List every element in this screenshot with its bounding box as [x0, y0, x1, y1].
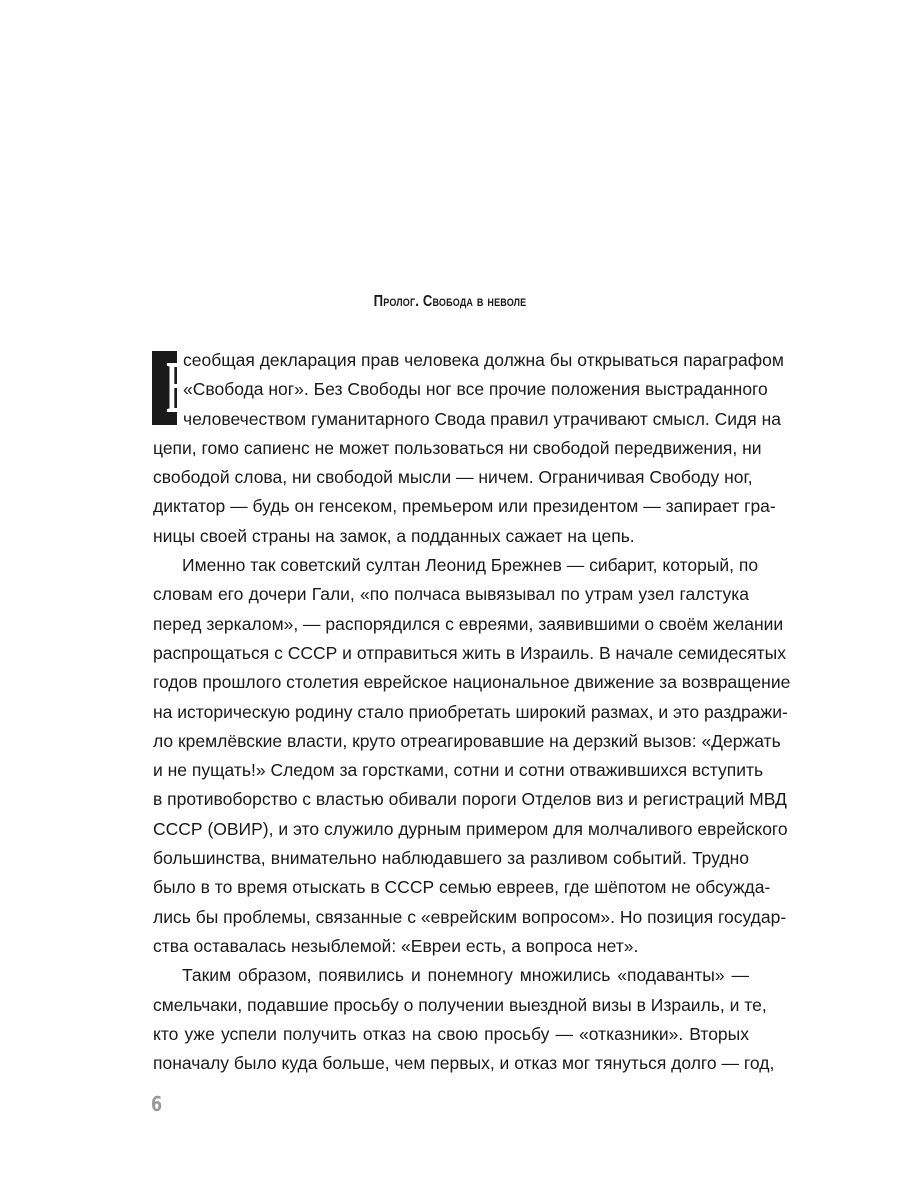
- text-line: человечеством гуманитарного Свода правил утрачивают смысл. Сидя на: [183, 408, 781, 429]
- text-line: на историческую родину стало приобретать широкий размах, и это раздражи-: [153, 701, 788, 722]
- text-line: ницы своей страны на замок, а подданных сажает на цепь.: [153, 525, 635, 546]
- text-line: СССР (ОВИР), и это служило дурным примером для молчаливого еврейского: [153, 818, 788, 839]
- text-line: распрощаться с СССР и отправиться жить в Израиль. В начале семидесятых: [153, 642, 786, 663]
- text-line: годов прошлого столетия еврейское национальное движение за возвращение: [153, 672, 791, 693]
- text-line: Именно так советский султан Леонид Брежнев — сибарит, который, по: [182, 555, 759, 576]
- text-line: словам его дочери Гали, «по полчаса вывязывал по утрам узел галстука: [153, 584, 749, 605]
- text-line: «Свобода ног». Без Свободы ног все прочие положения выстраданного: [183, 379, 768, 400]
- text-line: кто уже успели получить отказ на свою просьбу — «отказники». Вторых: [153, 1023, 749, 1044]
- text-line: смельчаки, подавшие просьбу о получении выездной визы в Израиль, и те,: [153, 994, 767, 1015]
- body-text: [153, 346, 791, 1078]
- text-line: лись бы проблемы, связанные с «еврейским вопросом». Но позиция государ-: [153, 906, 787, 927]
- drop-cap-letter: В: [166, 347, 188, 429]
- text-line: цепи, гомо сапиенс не может пользоваться ни свободой передвижения, ни: [153, 437, 762, 458]
- text-line: большинства, внимательно наблюдавшего за разливом событий. Трудно: [153, 848, 749, 869]
- text-line: ло кремлёвские власти, круто отреагировавшие на дерзкий вызов: «Держать: [153, 730, 781, 751]
- chapter-title: Пролог. Свобода в неволе: [373, 293, 527, 310]
- text-line: поначалу было куда больше, чем первых, и отказ мог тянуться долго — год,: [153, 1053, 775, 1074]
- text-line: в противоборство с властью обивали пороги Отделов виз и регистраций МВД: [153, 789, 787, 810]
- text-line: и не пущать!» Следом за горстками, сотни и сотни отважившихся вступить: [153, 760, 764, 781]
- page-number: 6: [151, 1092, 163, 1116]
- text-line: диктатор — будь он генсеком, премьером или президентом — запирает гра-: [153, 496, 776, 517]
- text-line: сеобщая декларация прав человека должна бы открываться параграфом: [183, 350, 784, 370]
- text-line: Таким образом, появились и понемногу множились «подаванты» —: [182, 965, 749, 986]
- text-line: перед зеркалом», — распорядился с евреями, заявившими о своём желании: [153, 613, 784, 634]
- text-line: ства оставалась незыблемой: «Евреи есть, а вопроса нет».: [153, 935, 639, 956]
- text-line: свободой слова, ни свободой мысли — ничем. Ограничивая Свободу ног,: [153, 467, 753, 488]
- text-line: было в то время отыскать в СССР семью евреев, где шёпотом не обсужда-: [153, 877, 771, 898]
